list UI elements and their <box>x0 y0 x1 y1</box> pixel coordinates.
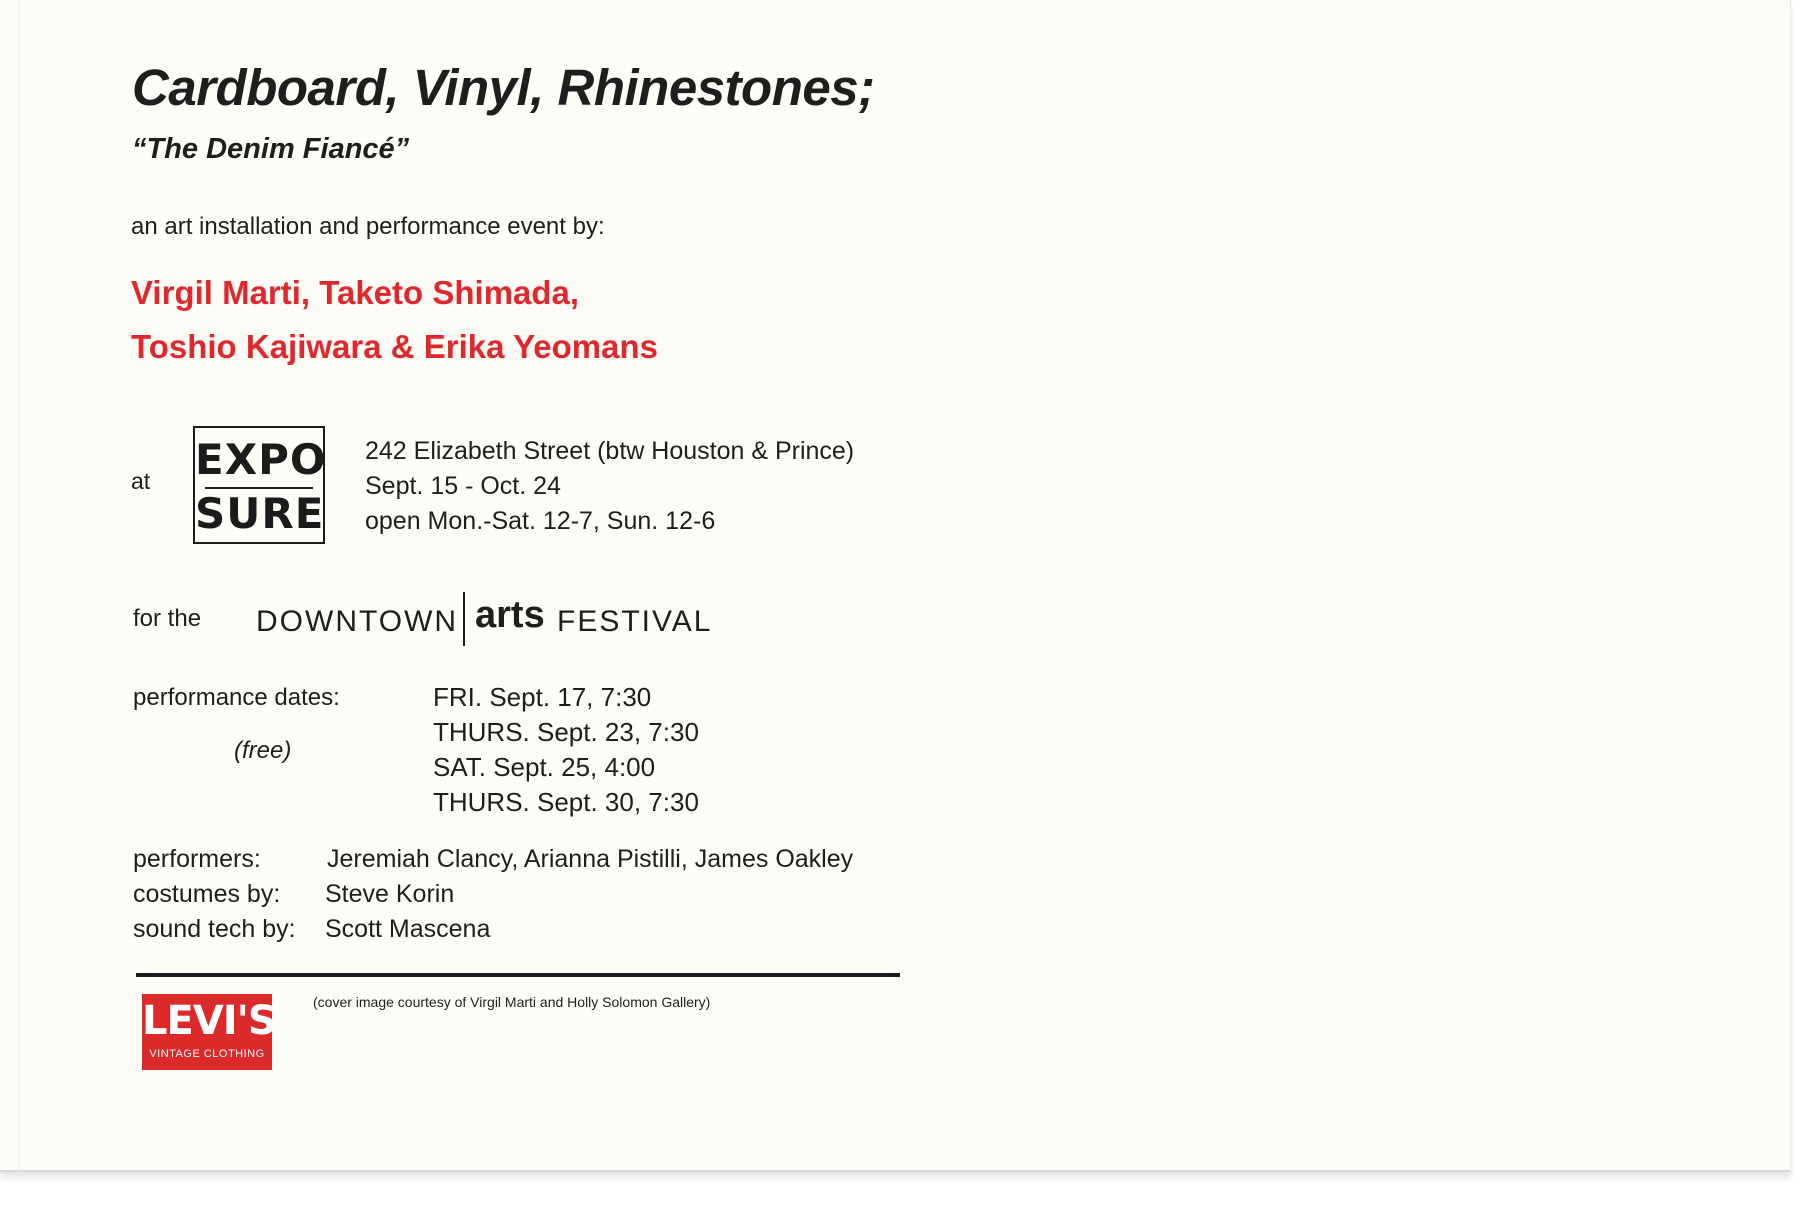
venue-address: 242 Elizabeth Street (btw Houston & Prince) <box>365 437 855 465</box>
artists-line-1: Virgil Marti, Taketo Shimada, <box>131 274 580 311</box>
venue-logo-line-1: EXPO <box>195 435 327 484</box>
performance-date: THURS. Sept. 23, 7:30 <box>433 717 699 747</box>
credit-label: sound tech by: <box>133 915 296 943</box>
credit-value: Jeremiah Clancy, Arianna Pistilli, James Oakley <box>327 845 854 873</box>
performance-date: SAT. Sept. 25, 4:00 <box>433 752 656 782</box>
festival-row <box>133 590 833 650</box>
venue-hours: open Mon.-Sat. 12-7, Sun. 12-6 <box>365 507 716 535</box>
performance-date-list <box>433 680 699 820</box>
festival-arts: arts <box>475 594 545 636</box>
credit-value: Steve Korin <box>325 880 455 908</box>
event-subtitle: “The Denim Fiancé” <box>132 133 410 165</box>
event-title: Cardboard, Vinyl, Rhinestones; <box>132 59 875 116</box>
festival-festival: FESTIVAL <box>557 605 713 638</box>
venue-logo <box>193 426 325 544</box>
festival-for-the: for the <box>133 605 202 632</box>
performance-dates-label: performance dates: <box>133 684 340 711</box>
venue-info <box>365 434 854 539</box>
sponsor-logo <box>142 994 276 1070</box>
performance-free-note: (free) <box>234 737 292 764</box>
festival-divider <box>463 592 465 646</box>
performance-date: FRI. Sept. 17, 7:30 <box>433 682 652 712</box>
artist-list <box>131 266 658 374</box>
performance-date: THURS. Sept. 30, 7:30 <box>433 787 699 817</box>
venue-logo-line-2: SURE <box>195 489 325 538</box>
image-courtesy-note: (cover image courtesy of Virgil Marti and Holly Solomon Gallery) <box>313 994 711 1010</box>
festival-downtown: DOWNTOWN <box>256 605 459 638</box>
credit-label: performers: <box>133 845 261 873</box>
venue-dates: Sept. 15 - Oct. 24 <box>365 472 561 500</box>
event-intro: an art installation and performance event by: <box>131 213 605 240</box>
sponsor-logo-main: LEVI'S <box>142 998 276 1044</box>
credit-label: costumes by: <box>133 880 281 908</box>
footer-divider <box>136 973 900 977</box>
venue-at-label: at <box>131 468 151 494</box>
credit-value: Scott Mascena <box>325 915 491 943</box>
card-edge <box>18 0 19 1170</box>
sponsor-logo-sub: VINTAGE CLOTHING <box>149 1048 265 1060</box>
artists-line-2: Toshio Kajiwara & Erika Yeomans <box>131 328 658 365</box>
